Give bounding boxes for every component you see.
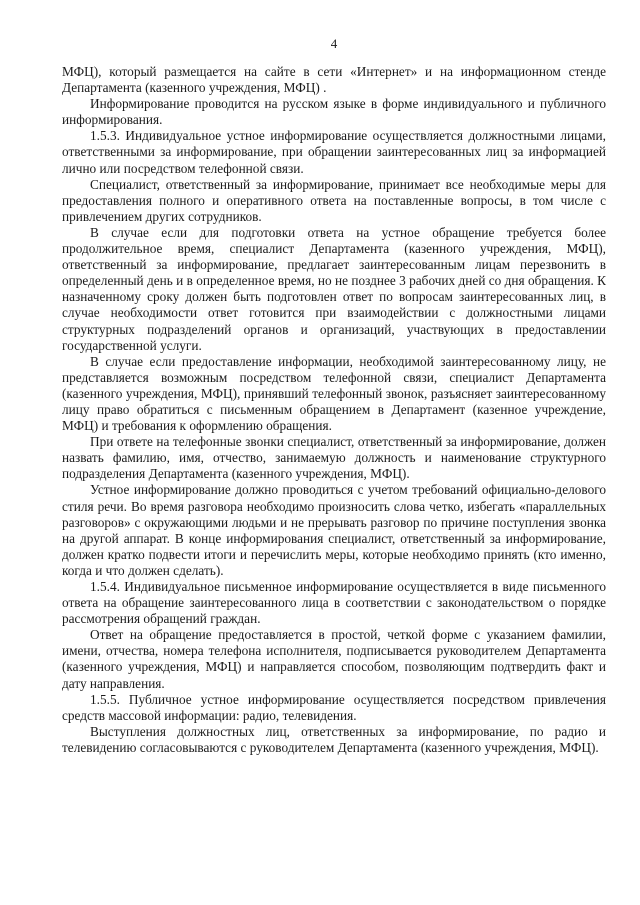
- paragraph-7: При ответе на телефонные звонки специалист, ответственный за информирование, должен назвать фамилию, имя, отчество, занимаемую должность и наименование структурного подразделения Департамента (казенного учреждения, МФЦ).: [62, 434, 606, 482]
- paragraph-1: МФЦ), который размещается на сайте в сети «Интернет» и на информационном стенде Департамента (казенного учреждения, МФЦ) .: [62, 64, 606, 96]
- paragraph-6: В случае если предоставление информации, необходимой заинтересованному лицу, не представляется возможным посредством телефонной связи, специалист Департамента (казенного учреждения, МФЦ), принявший телефонный звонок, разъясняет заинтересованному лицу право обратиться с письменным обращением в Департамент (казенное учреждение, МФЦ) и требования к оформлению обращения.: [62, 353, 606, 434]
- paragraph-8: Устное информирование должно проводиться с учетом требований официально-делового стиля речи. Во время разговора необходимо произносить слова четко, избегать «параллельных разговоров» с окружающими людьми и не прерывать разговор по причине поступления звонка на другой аппарат. В конце информирования специалист, ответственный за информирование, должен кратко подвести итоги и перечислить меры, которые необходимо принять (кто именно, когда и что должен сделать).: [62, 482, 606, 578]
- document-body: [62, 64, 606, 756]
- paragraph-5: В случае если для подготовки ответа на устное обращение требуется более продолжительное время, специалист Департамента (казенного учреждения, МФЦ), ответственный за информирование, предлагает заинтересованным лицам перезвонить в определенный день и в определенное время, но не позднее 3 рабочих дней со дня обращения. К назначенному сроку должен быть подготовлен ответ по вопросам заинтересованных лиц, в случае необходимости ответ готовится при взаимодействии с должностными лицами структурных подразделений органов и организаций, участвующих в предоставлении государственной услуги.: [62, 224, 606, 353]
- paragraph-2: Информирование проводится на русском языке в форме индивидуального и публичного информирования.: [62, 96, 606, 128]
- paragraph-10: Ответ на обращение предоставляется в простой, четкой форме с указанием фамилии, имени, отчества, номера телефона исполнителя, подписывается руководителем Департамента (казенного учреждения, МФЦ) и направляется способом, позволяющим подтвердить факт и дату направления.: [62, 627, 606, 691]
- page-number: 4: [330, 36, 338, 51]
- paragraph-12: Выступления должностных лиц, ответственных за информирование, по радио и телевидению согласовываются с руководителем Департамента (казенного учреждения, МФЦ).: [62, 723, 606, 755]
- paragraph-3: 1.5.3. Индивидуальное устное информирование осуществляется должностными лицами, ответственными за информирование, при обращении заинтересованных лиц за информацией лично или посредством телефонной связи.: [62, 128, 606, 176]
- paragraph-4: Специалист, ответственный за информирование, принимает все необходимые меры для предоставления полного и оперативного ответа на поставленные вопросы, в том числе с привлечением других сотрудников.: [62, 176, 606, 224]
- paragraph-9: 1.5.4. Индивидуальное письменное информирование осуществляется в виде письменного ответа на обращение заинтересованного лица в соответствии с законодательством о порядке рассмотрения обращений граждан.: [62, 579, 606, 627]
- paragraph-11: 1.5.5. Публичное устное информирование осуществляется посредством привлечения средств массовой информации: радио, телевидения.: [62, 691, 606, 723]
